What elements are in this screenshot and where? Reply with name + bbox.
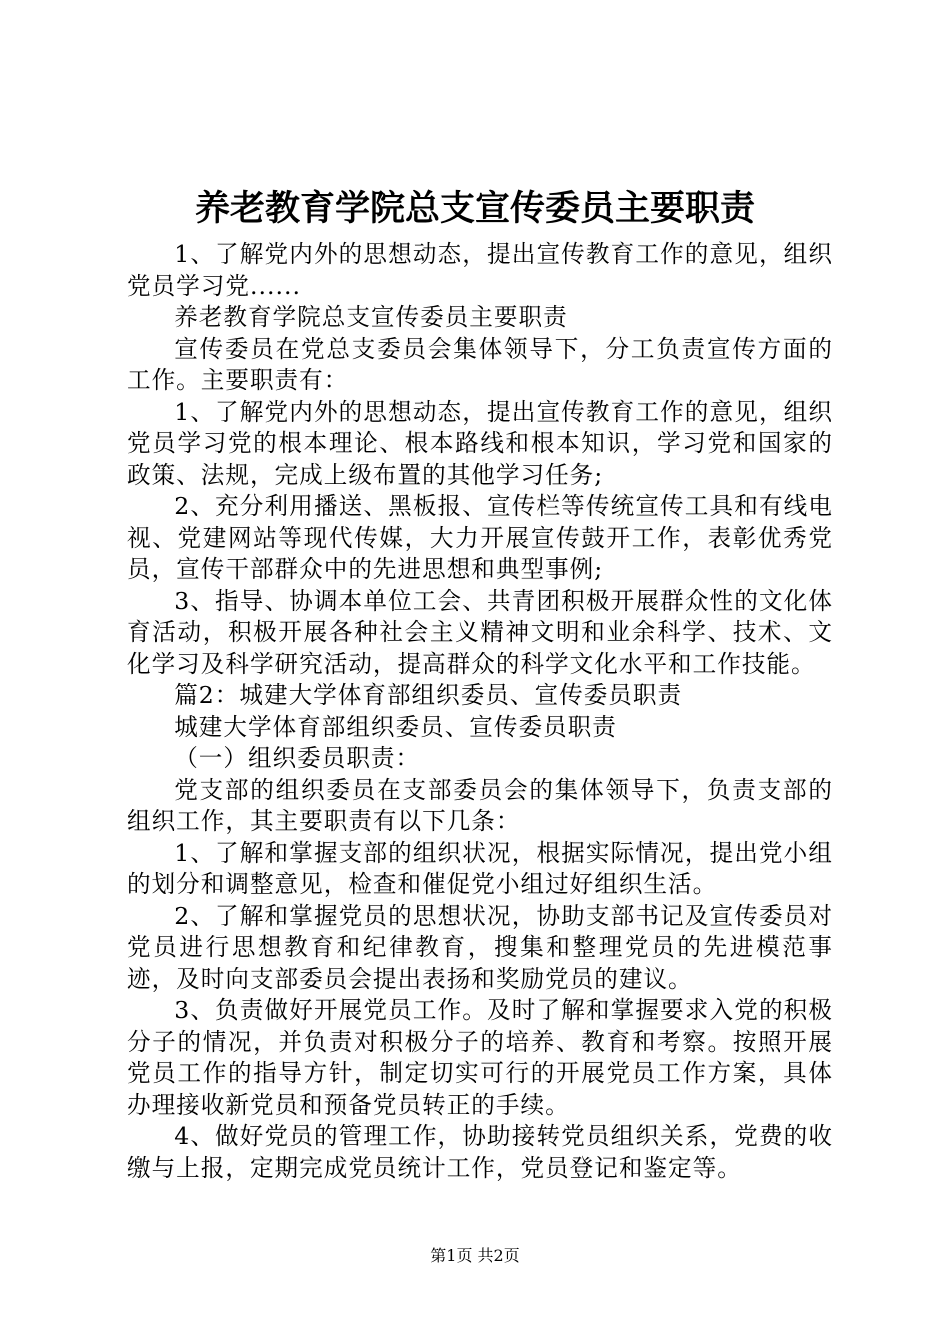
page-footer: 第1页 共2页	[430, 1246, 520, 1265]
paragraph: 4、做好党员的管理工作，协助接转党员组织关系，党费的收缴与上报，定期完成党员统计工作，党员登记和鉴定等。	[127, 1122, 833, 1182]
paragraph: 城建大学体育部组织委员、宣传委员职责	[174, 712, 617, 741]
paragraph: 2、充分利用播送、黑板报、宣传栏等传统宣传工具和有线电视、党建网站等现代传媒，大力开展宣传鼓开工作，表彰优秀党员，宣传干部群众中的先进思想和典型事例;	[127, 492, 833, 583]
paragraph: 党支部的组织委员在支部委员会的集体领导下，负责支部的组织工作，其主要职责有以下几条：	[127, 775, 833, 835]
paragraph: 篇2：城建大学体育部组织委员、宣传委员职责	[174, 681, 683, 709]
document-body	[127, 239, 833, 1184]
paragraph: 3、指导、协调本单位工会、共青团积极开展群众性的文化体育活动，积极开展各种社会主义精神文明和业余科学、技术、文化学习及科学研究活动，提高群众的科学文化水平和工作技能。	[127, 586, 833, 678]
paragraph: 宣传委员在党总支委员会集体领导下，分工负责宣传方面的工作。主要职责有：	[127, 334, 833, 394]
paragraph: 1、了解党内外的思想动态，提出宣传教育工作的意见，组织党员学习党......	[127, 240, 833, 300]
paragraph: 3、负责做好开展党员工作。及时了解和掌握要求入党的积极分子的情况，并负责对积极分子的培养、教育和考察。按照开展党员工作的指导方针，制定切实可行的开展党员工作方案，具体办理接收新党员和预备党员转正的手续。	[127, 996, 833, 1119]
paragraph: 1、了解党内外的思想动态，提出宣传教育工作的意见，组织党员学习党的根本理论、根本路线和根本知识，学习党和国家的政策、法规，完成上级布置的其他学习任务;	[127, 397, 833, 489]
paragraph: 养老教育学院总支宣传委员主要职责	[174, 303, 568, 331]
paragraph: 1、了解和掌握支部的组织状况，根据实际情况，提出党小组的划分和调整意见，检查和催促党小组过好组织生活。	[127, 838, 833, 898]
paragraph: （一）组织委员职责：	[174, 744, 421, 772]
paragraph: 2、了解和掌握党员的思想状况，协助支部书记及宣传委员对党员进行思想教育和纪律教育，搜集和整理党员的先进模范事迹，及时向支部委员会提出表扬和奖励党员的建议。	[127, 901, 833, 993]
document-title: 养老教育学院总支宣传委员主要职责	[194, 188, 755, 229]
